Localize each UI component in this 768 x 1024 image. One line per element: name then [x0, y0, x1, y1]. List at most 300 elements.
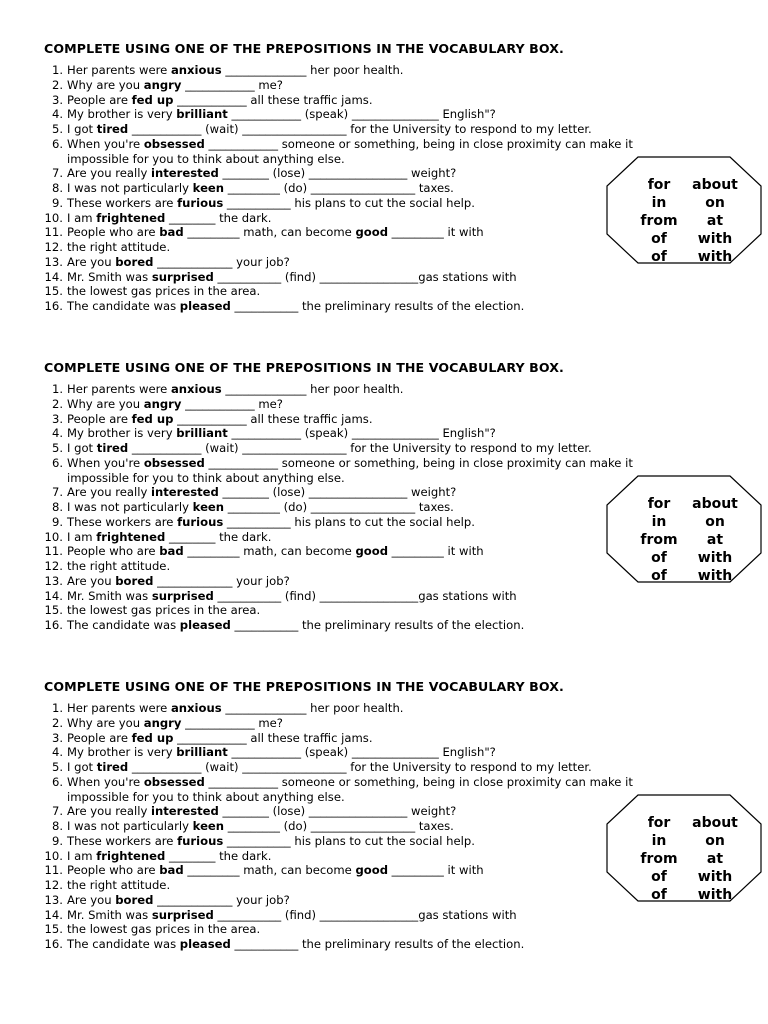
- item-text: [67, 544, 484, 559]
- item-number: 2.: [51, 715, 63, 730]
- item-text: [67, 107, 496, 122]
- exercise-heading: COMPLETE USING ONE OF THE PREPOSITIONS IN THE VOCABULARY BOX.: [44, 679, 564, 694]
- item-number: 9.: [51, 514, 63, 529]
- item-number: 16.: [44, 937, 63, 951]
- exercise-heading: COMPLETE USING ONE OF THE PREPOSITIONS IN THE VOCABULARY BOX.: [44, 41, 564, 56]
- item-text-part: ____________ someone or something, being in close proximity can make it: [204, 136, 633, 151]
- item-number: 2.: [51, 396, 63, 411]
- item-text: [67, 397, 283, 412]
- item-text-part: ________ (lose) _________________ weight?: [218, 485, 457, 500]
- item-text-part: impossible for you to think about anything else.: [67, 151, 345, 166]
- item-number: 13.: [44, 254, 63, 269]
- item-text-part: Are you really: [67, 485, 151, 500]
- item-number: 9.: [51, 195, 63, 210]
- item-keyword: pleased: [179, 937, 231, 951]
- item-keyword: frightened: [96, 210, 166, 225]
- item-number: 1.: [51, 701, 63, 715]
- item-number: 15.: [44, 603, 63, 618]
- item-text: [67, 716, 283, 731]
- exercise-item: [0, 284, 768, 299]
- item-number: 12.: [44, 878, 63, 892]
- item-text: [67, 790, 345, 805]
- item-text-part: Her parents were: [67, 382, 171, 396]
- vocabulary-word: from: [640, 213, 678, 229]
- vocabulary-word: of: [651, 887, 667, 903]
- exercise-heading: COMPLETE USING ONE OF THE PREPOSITIONS IN THE VOCABULARY BOX.: [44, 360, 564, 375]
- item-text: [67, 137, 633, 152]
- item-text: [67, 485, 456, 500]
- item-number: 14.: [44, 269, 63, 284]
- item-text-part: the right attitude.: [67, 878, 171, 892]
- item-number: 7.: [51, 166, 63, 181]
- exercise-item: [0, 908, 768, 923]
- vocabulary-row: [622, 886, 746, 904]
- exercise-item: [0, 701, 768, 716]
- item-keyword: anxious: [170, 701, 222, 715]
- item-text: [67, 196, 475, 211]
- item-number: 5.: [51, 760, 63, 774]
- item-text-part: I am: [67, 848, 97, 863]
- item-keyword: furious: [177, 514, 224, 529]
- exercise-item: [0, 731, 768, 746]
- vocabulary-word: from: [640, 851, 678, 867]
- item-text: [67, 922, 260, 937]
- item-keyword: tired: [96, 122, 129, 136]
- item-number: 3.: [51, 730, 63, 745]
- item-text-part: I was not particularly: [67, 500, 193, 514]
- item-keyword: furious: [177, 833, 224, 848]
- item-text-part: Are you really: [67, 166, 151, 181]
- item-keyword: pleased: [179, 618, 231, 632]
- item-text-part: the right attitude.: [67, 240, 171, 254]
- item-keyword: bad: [159, 863, 184, 878]
- item-keyword: good: [355, 863, 388, 878]
- item-number: 15.: [44, 284, 63, 299]
- item-text-part: I am: [67, 529, 97, 544]
- item-text: [67, 908, 517, 923]
- item-text-part: ___________ the preliminary results of the election.: [230, 299, 525, 313]
- vocabulary-row: [622, 832, 746, 850]
- item-keyword: pleased: [179, 299, 231, 313]
- item-text-part: impossible for you to think about anything else.: [67, 789, 345, 804]
- item-text: [67, 500, 454, 515]
- vocabulary-word: for: [647, 815, 671, 831]
- item-text-part: When you're: [67, 455, 144, 470]
- exercise-item: [0, 589, 768, 604]
- item-text-part: ___________ (find) _________________gas stations with: [213, 588, 517, 603]
- item-text: [67, 701, 403, 716]
- item-number: 10.: [44, 848, 63, 863]
- vocabulary-word: on: [705, 514, 725, 530]
- item-text-part: Her parents were: [67, 63, 171, 77]
- vocabulary-word: from: [640, 532, 678, 548]
- vocabulary-row: [622, 248, 746, 266]
- item-text-part: _________ (do) __________________ taxes.: [224, 500, 454, 514]
- item-text: [67, 760, 592, 775]
- item-text: [67, 456, 633, 471]
- item-keyword: anxious: [170, 382, 222, 396]
- item-text: [67, 574, 290, 589]
- item-text: [67, 270, 517, 285]
- item-text-part: _________ (do) __________________ taxes.: [224, 181, 454, 195]
- item-text-part: I am: [67, 210, 97, 225]
- item-text: [67, 93, 373, 108]
- item-text-part: ________ the dark.: [165, 210, 272, 225]
- item-text: [67, 515, 475, 530]
- item-number: 5.: [51, 122, 63, 136]
- item-number: 6.: [51, 136, 63, 151]
- vocabulary-word: with: [697, 231, 733, 247]
- item-keyword: frightened: [96, 529, 166, 544]
- item-text-part: The candidate was: [67, 937, 180, 951]
- item-text: [67, 78, 283, 93]
- item-text-part: ______________ her poor health.: [221, 701, 404, 715]
- item-keyword: anxious: [170, 63, 222, 77]
- item-keyword: obsessed: [143, 774, 205, 789]
- item-text: [67, 211, 271, 226]
- item-text-part: The candidate was: [67, 299, 180, 313]
- exercise-item: [0, 107, 768, 122]
- item-text-part: ________ the dark.: [165, 529, 272, 544]
- item-text-part: People are: [67, 411, 132, 426]
- vocabulary-word: with: [697, 887, 733, 903]
- item-keyword: bored: [115, 254, 154, 269]
- vocabulary-word: in: [651, 514, 667, 530]
- item-keyword: brilliant: [176, 745, 228, 760]
- exercise-item: [0, 299, 768, 314]
- item-text: [67, 849, 271, 864]
- vocabulary-box: [606, 475, 762, 583]
- item-text-part: I was not particularly: [67, 819, 193, 833]
- vocabulary-word: with: [697, 249, 733, 265]
- item-text-part: _________ math, can become: [183, 544, 356, 559]
- item-text-part: ___________ (find) _________________gas stations with: [213, 907, 517, 922]
- item-text: [67, 589, 517, 604]
- vocabulary-row: [622, 549, 746, 567]
- item-text-part: Are you: [67, 573, 116, 588]
- item-text-part: When you're: [67, 774, 144, 789]
- item-keyword: frightened: [96, 848, 166, 863]
- exercise-item: [0, 775, 768, 790]
- item-text-part: the lowest gas prices in the area.: [67, 284, 261, 299]
- item-text-part: People who are: [67, 544, 160, 559]
- vocabulary-row: [622, 230, 746, 248]
- item-text: [67, 225, 484, 240]
- item-text: [67, 618, 524, 633]
- item-text-part: _________ it with: [388, 544, 484, 559]
- item-text: [67, 878, 170, 893]
- item-text-part: _________ math, can become: [183, 863, 356, 878]
- item-number: 11.: [44, 863, 63, 878]
- vocabulary-box: [606, 156, 762, 264]
- item-number: 13.: [44, 573, 63, 588]
- vocabulary-word: of: [651, 550, 667, 566]
- exercise-item: [0, 937, 768, 952]
- vocabulary-words: [622, 495, 746, 585]
- exercise-section-3: [0, 679, 768, 979]
- exercise-item: [0, 426, 768, 441]
- item-text-part: My brother is very: [67, 426, 177, 441]
- exercise-item: [0, 441, 768, 456]
- item-keyword: keen: [192, 500, 225, 514]
- item-text-part: ____________ me?: [181, 715, 283, 730]
- item-text-part: ____________ someone or something, being in close proximity can make it: [204, 774, 633, 789]
- item-keyword: keen: [192, 819, 225, 833]
- item-text-part: ____________ (wait) __________________ for the University to respond to my letter.: [128, 122, 592, 136]
- item-text-part: ________ (lose) _________________ weight?: [218, 166, 457, 181]
- item-text-part: ___________ his plans to cut the social help.: [223, 833, 475, 848]
- item-text-part: When you're: [67, 136, 144, 151]
- item-number: 7.: [51, 485, 63, 500]
- vocabulary-word: of: [651, 231, 667, 247]
- exercise-item: [0, 760, 768, 775]
- vocabulary-row: [622, 868, 746, 886]
- item-text-part: ___________ his plans to cut the social help.: [223, 514, 475, 529]
- exercise-section-1: [0, 41, 768, 341]
- item-number: 3.: [51, 411, 63, 426]
- item-text-part: I got: [67, 441, 97, 455]
- item-number: 14.: [44, 907, 63, 922]
- vocabulary-word: for: [647, 496, 671, 512]
- item-number: 8.: [51, 181, 63, 195]
- item-text: [67, 412, 373, 427]
- item-number: 11.: [44, 544, 63, 559]
- exercise-item: [0, 922, 768, 937]
- item-number: 2.: [51, 77, 63, 92]
- item-text-part: ____________ me?: [181, 77, 283, 92]
- item-text-part: People who are: [67, 863, 160, 878]
- item-number: 4.: [51, 745, 63, 760]
- item-number: 11.: [44, 225, 63, 240]
- vocabulary-word: on: [705, 833, 725, 849]
- item-keyword: brilliant: [176, 426, 228, 441]
- item-text: [67, 426, 496, 441]
- item-number: 12.: [44, 559, 63, 573]
- exercise-item: [0, 137, 768, 152]
- item-text: [67, 166, 456, 181]
- item-text-part: ____________ (speak) _______________ English"?: [227, 426, 496, 441]
- item-number: 4.: [51, 426, 63, 441]
- item-text: [67, 804, 456, 819]
- vocabulary-word: about: [692, 496, 738, 512]
- item-keyword: surprised: [151, 907, 214, 922]
- item-keyword: fed up: [131, 411, 174, 426]
- item-text-part: the right attitude.: [67, 559, 171, 573]
- exercise-item: [0, 716, 768, 731]
- item-text: [67, 834, 475, 849]
- exercise-item: [0, 382, 768, 397]
- item-number: 16.: [44, 618, 63, 632]
- item-text-part: Are you: [67, 892, 116, 907]
- item-text: [67, 284, 260, 299]
- item-text-part: ____________ me?: [181, 396, 283, 411]
- item-keyword: obsessed: [143, 455, 205, 470]
- vocabulary-word: of: [651, 869, 667, 885]
- vocabulary-word: in: [651, 833, 667, 849]
- item-text-part: People who are: [67, 225, 160, 240]
- vocabulary-words: [622, 176, 746, 266]
- vocabulary-row: [622, 513, 746, 531]
- item-keyword: angry: [143, 715, 182, 730]
- item-text-part: the lowest gas prices in the area.: [67, 603, 261, 618]
- item-text-part: I was not particularly: [67, 181, 193, 195]
- item-text: [67, 382, 403, 397]
- item-text-part: Are you really: [67, 804, 151, 819]
- item-text-part: Mr. Smith was: [67, 588, 152, 603]
- item-text-part: _____________ your job?: [153, 573, 290, 588]
- vocabulary-word: at: [706, 851, 724, 867]
- item-text: [67, 240, 170, 255]
- item-text-part: Why are you: [67, 396, 144, 411]
- item-keyword: obsessed: [143, 136, 205, 151]
- item-keyword: furious: [177, 195, 224, 210]
- exercise-item: [0, 93, 768, 108]
- item-text-part: Are you: [67, 254, 116, 269]
- item-keyword: bad: [159, 544, 184, 559]
- item-text: [67, 745, 496, 760]
- vocabulary-word: at: [706, 213, 724, 229]
- item-keyword: tired: [96, 760, 129, 774]
- item-text: [67, 559, 170, 574]
- item-text-part: I got: [67, 122, 97, 136]
- item-text-part: the lowest gas prices in the area.: [67, 922, 261, 937]
- item-text: [67, 299, 524, 314]
- exercise-item: [0, 745, 768, 760]
- item-keyword: interested: [151, 166, 219, 181]
- item-text-part: ______________ her poor health.: [221, 63, 404, 77]
- item-number: 13.: [44, 892, 63, 907]
- vocabulary-word: of: [651, 249, 667, 265]
- item-text-part: ____________ (speak) _______________ English"?: [227, 107, 496, 122]
- item-text-part: Her parents were: [67, 701, 171, 715]
- item-keyword: surprised: [151, 269, 214, 284]
- item-text-part: _____________ your job?: [153, 892, 290, 907]
- item-text-part: ________ (lose) _________________ weight?: [218, 804, 457, 819]
- item-text: [67, 603, 260, 618]
- vocabulary-box: [606, 794, 762, 902]
- vocabulary-word: with: [697, 550, 733, 566]
- item-text: [67, 471, 345, 486]
- item-text: [67, 731, 373, 746]
- item-number: 16.: [44, 299, 63, 313]
- item-text-part: Why are you: [67, 77, 144, 92]
- item-text-part: ___________ the preliminary results of the election.: [230, 618, 525, 632]
- item-text-part: ______________ her poor health.: [221, 382, 404, 396]
- item-number: 7.: [51, 804, 63, 819]
- item-text-part: ___________ his plans to cut the social help.: [223, 195, 475, 210]
- item-text-part: ___________ (find) _________________gas stations with: [213, 269, 517, 284]
- exercise-section-2: [0, 360, 768, 660]
- item-text: [67, 441, 592, 456]
- item-keyword: fed up: [131, 92, 174, 107]
- item-text-part: ________ the dark.: [165, 848, 272, 863]
- item-text-part: I got: [67, 760, 97, 774]
- vocabulary-word: with: [697, 568, 733, 584]
- vocabulary-word: in: [651, 195, 667, 211]
- vocabulary-word: for: [647, 177, 671, 193]
- item-text-part: ____________ all these traffic jams.: [173, 92, 373, 107]
- exercise-item: [0, 122, 768, 137]
- exercise-item: [0, 78, 768, 93]
- item-text: [67, 122, 592, 137]
- item-text-part: ____________ all these traffic jams.: [173, 411, 373, 426]
- vocabulary-word: at: [706, 532, 724, 548]
- item-number: 1.: [51, 382, 63, 396]
- exercise-item: [0, 270, 768, 285]
- item-keyword: tired: [96, 441, 129, 455]
- item-text-part: _________ it with: [388, 863, 484, 878]
- exercise-item: [0, 603, 768, 618]
- item-number: 14.: [44, 588, 63, 603]
- item-text-part: Mr. Smith was: [67, 269, 152, 284]
- item-text-part: ____________ (wait) __________________ for the University to respond to my letter.: [128, 441, 592, 455]
- item-text-part: ____________ (wait) __________________ for the University to respond to my letter.: [128, 760, 592, 774]
- vocabulary-row: [622, 814, 746, 832]
- item-text: [67, 181, 454, 196]
- vocabulary-word: of: [651, 568, 667, 584]
- item-text: [67, 819, 454, 834]
- vocabulary-word: about: [692, 177, 738, 193]
- item-keyword: bored: [115, 892, 154, 907]
- vocabulary-row: [622, 212, 746, 230]
- item-text-part: Why are you: [67, 715, 144, 730]
- exercise-item: [0, 397, 768, 412]
- item-text-part: impossible for you to think about anything else.: [67, 470, 345, 485]
- item-keyword: angry: [143, 77, 182, 92]
- item-text-part: _________ math, can become: [183, 225, 356, 240]
- exercise-item: [0, 412, 768, 427]
- item-text-part: These workers are: [67, 833, 178, 848]
- exercise-item: [0, 63, 768, 78]
- vocabulary-word: with: [697, 869, 733, 885]
- vocabulary-row: [622, 194, 746, 212]
- item-text: [67, 63, 403, 78]
- vocabulary-row: [622, 531, 746, 549]
- item-text: [67, 255, 290, 270]
- item-number: 10.: [44, 210, 63, 225]
- vocabulary-row: [622, 176, 746, 194]
- item-keyword: fed up: [131, 730, 174, 745]
- item-number: 1.: [51, 63, 63, 77]
- item-number: 8.: [51, 819, 63, 833]
- item-text-part: _____________ your job?: [153, 254, 290, 269]
- vocabulary-row: [622, 567, 746, 585]
- item-text-part: _________ it with: [388, 225, 484, 240]
- item-number: 15.: [44, 922, 63, 937]
- item-text: [67, 863, 484, 878]
- item-text-part: These workers are: [67, 514, 178, 529]
- item-text-part: The candidate was: [67, 618, 180, 632]
- item-keyword: keen: [192, 181, 225, 195]
- vocabulary-word: on: [705, 195, 725, 211]
- item-text-part: ____________ someone or something, being in close proximity can make it: [204, 455, 633, 470]
- item-text: [67, 937, 524, 952]
- item-number: 12.: [44, 240, 63, 254]
- item-keyword: surprised: [151, 588, 214, 603]
- item-text-part: _________ (do) __________________ taxes.: [224, 819, 454, 833]
- item-keyword: interested: [151, 804, 219, 819]
- item-text: [67, 893, 290, 908]
- item-keyword: interested: [151, 485, 219, 500]
- item-text-part: ____________ all these traffic jams.: [173, 730, 373, 745]
- item-text-part: ____________ (speak) _______________ English"?: [227, 745, 496, 760]
- item-number: 9.: [51, 833, 63, 848]
- item-number: 4.: [51, 107, 63, 122]
- item-text-part: My brother is very: [67, 745, 177, 760]
- item-text-part: My brother is very: [67, 107, 177, 122]
- item-keyword: brilliant: [176, 107, 228, 122]
- item-text-part: People are: [67, 92, 132, 107]
